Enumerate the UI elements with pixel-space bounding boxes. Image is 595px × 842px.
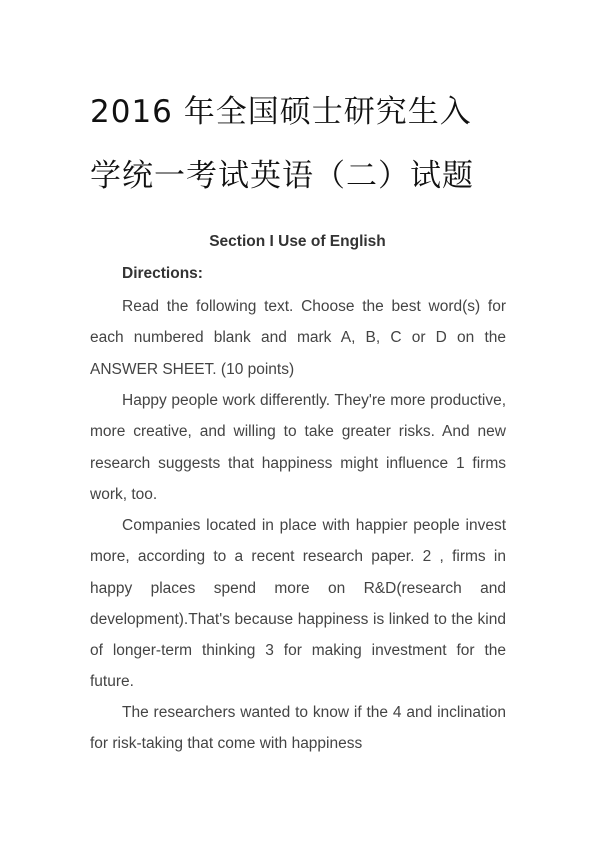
passage-paragraph-2: Companies located in place with happier people invest more, according to a recent research paper. 2 , firms in happy places spend more on R&D(research and development).That's because happiness is linked to the kind of longer-term thinking 3 for making investment for the future. bbox=[90, 517, 506, 691]
exam-title-line-1: 2016 年全国硕士研究生入 bbox=[90, 94, 472, 130]
passage-paragraph-3: The researchers wanted to know if the 4 and inclination for risk-taking that come with happiness bbox=[90, 704, 506, 753]
section-heading: Section I Use of English bbox=[209, 233, 386, 250]
passage-paragraph-1: Happy people work differently. They're more productive, more creative, and willing to take greater risks. And new research suggests that happiness might influence 1 firms work, too. bbox=[90, 392, 506, 503]
directions-paragraph: Read the following text. Choose the best word(s) for each numbered blank and mark A, B, C or D on the ANSWER SHEET. (10 points) bbox=[90, 298, 506, 378]
exam-title-line-2: 学统一考试英语（二）试题 bbox=[90, 158, 474, 194]
directions-label: Directions: bbox=[122, 265, 203, 282]
